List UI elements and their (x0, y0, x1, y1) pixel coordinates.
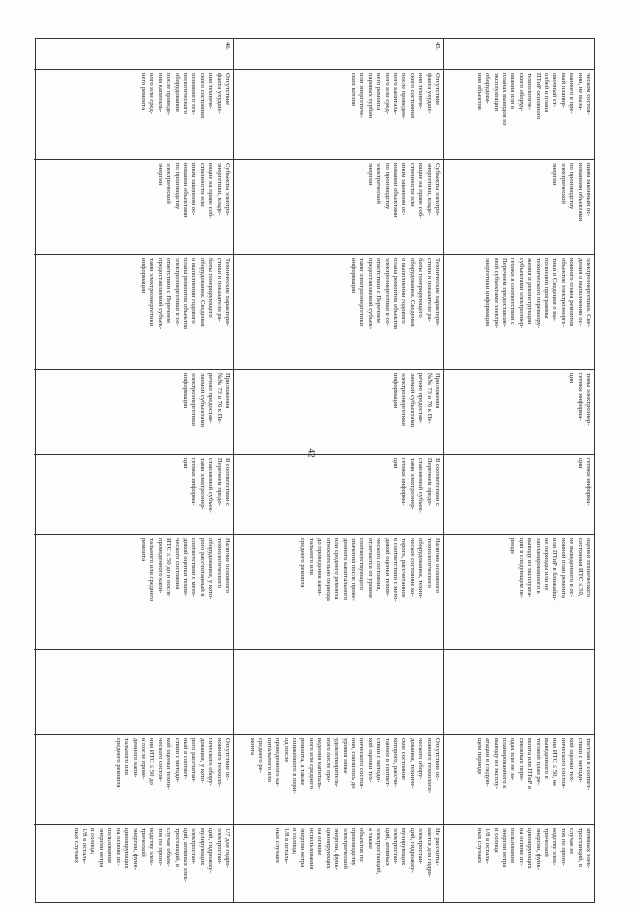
information-cell: электроэнергетики. Све- дения о выполнении ос- новного плана ремонтов объектов электроэнерге- тики и Сведения о вы- полнении программы технического перевоору- жения и реконструкции субъектами электроэнер- гетики в соответствии с Перечнем предоставляе- мой субъектами электро- энергетики информации (444, 254, 594, 369)
subjects-cell: Субъекты электро- энергетики, владе- ющие на праве соб- ственности или ином законном ос- новании объектами по производству электрической энергии (234, 159, 443, 254)
table-row (234, 39, 444, 902)
criteria-table (35, 38, 595, 903)
empty-cell (234, 649, 443, 734)
violation-cell: оценки технического состояния ИТС ≤ 50, не выведенного в ос- новной план ремонта или ПТиР в ближайш- ие периоды или не запланированного к выводу из эксплуата- ции в следующем пе- риоде (444, 534, 594, 649)
compliance-cell: Отсутствие ос- новного техноло- гического обору- дования, у кото- рого рассчитан- ный в соответ- ствии с методи- кой оценки техни- ческого состоя- ния ИТС ≤ 50 до и после прове- денного капи- тального или среднего ремонта (34, 734, 233, 824)
compliance-cell: тветлам в соответ- ствии с методи- кой оценки тех- нического состоя- ния ИТС ≤ 50, не выведенного в тоговой план ре- монта или ПТиР в смежных пери- одах или не за- планированного к выводу из эксплу- атации в следую- щем периоде (444, 734, 594, 824)
row-number-cell: 46. (224, 42, 231, 51)
violation-cell: Наличие основного технологического оборудования, у кото- рого рассчитанный в соответствии с мето- дикой оценки техни- ческого состояния ИТС ≤ 50 до и после проведенного капи- тального или среднего ремонта (34, 534, 233, 649)
row-number-cell (444, 39, 594, 69)
subjects-cell: Субъекты электро- энергетики, владе- ющие на праве соб- ственности или ином законном ос- новании объектами по производству электрической энергии (34, 159, 233, 254)
table-row (34, 39, 234, 902)
compliance-cell: Отсутствие ос- новного технологи- ческого обору- дования, техниче- ское состояние которого, рассчи- танное в соответ- ствии с методи- кой оценки тех- нического состоя- ния, снизилось до уровня ниже удовлетворитель- ного после про- ведения капиталь- ного или среднего ремонта, а также сниженного в пери- од после проведенного ка- питального или среднего ре- монта (234, 734, 443, 824)
information-cell: Технические характери- стики и показатели ра- боты генерирующего оборудования. Сведения о выполнении годового плана ремонтов объектов электроэнергетики в со- ответствии с Перечнем предоставляемой субъек- тами электроэнергетики информации (34, 254, 233, 369)
information-cell: Технические характери- стики и показатели ра- боты генерирующего оборудования. Сведения о выполнении годового плана ремонтов объектов электроэнергетики в со- ответствии с Перечнем предоставляемой субъек- тами электроэнергетики информации (234, 254, 443, 369)
deadline-cell: В соответствии с Перечнем предо- ставляемой субъек- тами электроэнер- гетики информа- ции (34, 454, 233, 534)
table-row (444, 39, 594, 902)
subjects-cell: ниям законным ос- нованиям объектами по производству электрической энергии (444, 159, 594, 254)
weight-cell: 1/7 для гидро- электростан- ций, гидроакку- мулирующих электростан- ций, атомных элек- тростанций, в случае объек- тов по произ- водству элек- трической энергии, функ- ционирующих на основе ис- пользования энергии ветра и солнца; 1/8 в осталь- ных случаях (34, 824, 233, 904)
source-form-cell: темы электроэнер- гетики информа- ции (444, 369, 594, 454)
weight-cell: атомных элек- тростанций, в случае ее тов по произ- водству элек- трической энергии, функ- ционирующих на основе ис- пользования энергии ветра и солнца 1/8 в осталь- ных случаях (444, 824, 594, 904)
criterion-cell: Отсутствие факта ухудше- ния техниче- ского состояния после проведен- ного капиталь- ного или сред- него ремонта паровых турбин или энергетиче- ских котлов (234, 69, 443, 159)
violation-cell: Наличие основного технологического оборудования, техни- ческое состояние ко- торого, рассчитанное в соответствии с мето- дикой оценки техни- ческого состояния, отличается от уровня соответствующего значения после прове- денного капитального или среднего ремонта относительно периода до проведения капи- тального или среднего ремонта (234, 534, 443, 649)
criterion-cell: Отсутствие факта ухудше- ния техниче- ского состояния основного тех- нологического оборудования после проведе- ния капиталь- ного или сред- него ремонта (34, 69, 233, 159)
criterion-cell: ческом состоя- нии, не выза- ванного в пре- вый планир- овочный ст- олбей и плана ПТиР основного технологиче- ского оборуд- ования или в планах выводов из эксплуатации оборудова- ния объектов (444, 69, 594, 159)
weight-cell: Не рассчиты- вается для гидро- электростан- ций, гидроакку- мулирующих электростан- ций, атомных электростанций, а также объектов по производству электрической энергии, функ- ционирующих на основе использования энергии ветра и солнца; 1/8 в осталь- ных случаях (234, 824, 443, 904)
empty-cell (34, 649, 233, 734)
source-form-cell: Приложения №№ 73 и 76 к Пе- речню предостав- ляемой субъектами электроэнергетики информации (234, 369, 443, 454)
page-number: 42 (306, 448, 317, 458)
source-form-cell: Приложения №№ 73 и 76 к Пе- речню предостав- ляемой субъектами электроэнергетики информации (34, 369, 233, 454)
deadline-cell: В соответствии с Перечнем предо- ставляемой субъек- тами электроэнер- гетики информа- ции (234, 454, 443, 534)
deadline-cell: гетики информа- ции (444, 454, 594, 534)
row-number-cell: 45. (434, 42, 441, 51)
empty-cell (444, 649, 594, 734)
